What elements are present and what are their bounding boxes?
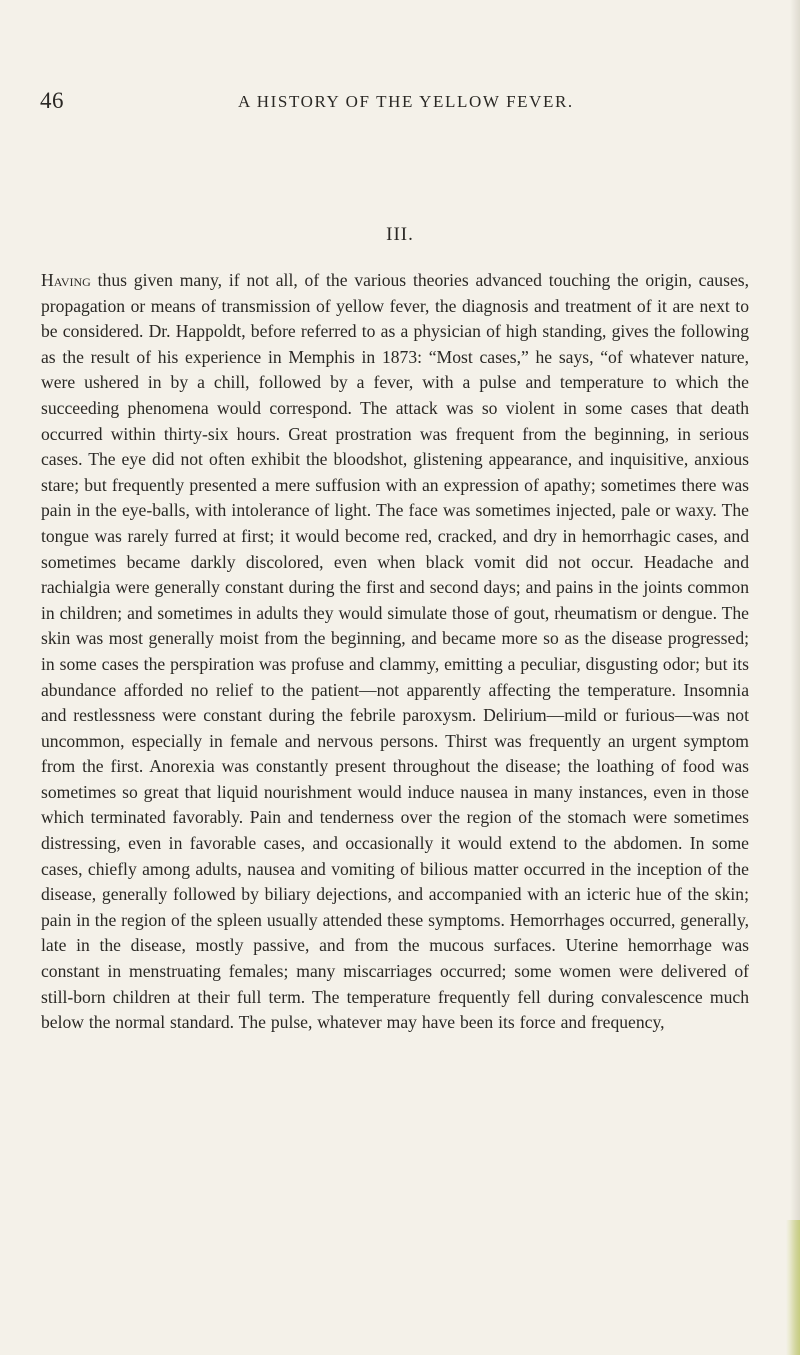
opening-word: Having [41, 270, 91, 290]
running-header [40, 88, 750, 118]
page-edge-shadow [790, 0, 800, 1355]
paragraph-text: thus given many, if not all, of the various theories advanced touching the origin, causes, propagation or means of transmission of yellow fever, the diagnosis and treatment of it are next to be considered. Dr. Happoldt, before referred to as a physician of high standing, gives the following as the result of his experience in Memphis in 1873: “Most cases,” he says, “of whatever nature, were ushered in by a chill, followed by a fever, with a pulse and temperature to which the succeeding phenomena would correspond. The attack was so violent in some cases that death occurred within thirty-six hours. Great prostration was frequent from the beginning, in serious cases. The eye did not often exhibit the bloodshot, glistening appearance, and inquisitive, anxious stare; but frequently presented a mere suffusion with an expression of apathy; sometimes there was pain in the eye-balls, with intolerance of light. The face was sometimes injected, pale or waxy. The tongue was rarely furred at first; it would become red, cracked, and dry in hemorrhagic cases, and sometimes became darkly discolored, even when black vomit did not occur. Headache and rachialgia were generally constant during the first and second days; and pains in the joints common in children; and sometimes in adults they would simulate those of gout, rheumatism or dengue. The skin was most generally moist from the beginning, and became more so as the disease progressed; in some cases the perspiration was profuse and clammy, emitting a peculiar, disgusting odor; but its abundance afforded no relief to the patient—not apparently affecting the temperature. Insomnia and restlessness were constant during the febrile paroxysm. Delirium—mild or furious—was not uncommon, especially in female and nervous persons. Thirst was frequently an urgent symptom from the first. Anorexia was constantly present throughout the disease; the loathing of food was sometimes so great that liquid nourishment would induce nausea in many instances, even in those which terminated favorably. Pain and tenderness over the region of the stomach were sometimes distressing, even in favorable cases, and occasionally it would extend to the abdomen. In some cases, chiefly among adults, nausea and vomiting of bilious matter occurred in the inception of the disease, generally followed by biliary dejections, and accompanied with an icteric hue of the skin; pain in the region of the spleen usually attended these symptoms. Hemorrhages occurred, generally, late in the disease, mostly passive, and from the mucous surfaces. Uterine hemorrhage was constant in menstruating females; many miscarriages occurred; some women were delivered of still-born children at their full term. The temperature frequently fell during convalescence much below the normal standard. The pulse, whatever may have been its force and frequency, [41, 270, 749, 1033]
section-heading: III. [386, 224, 414, 245]
body-text [41, 268, 749, 1036]
page-number: 46 [40, 88, 64, 113]
paragraph [41, 268, 749, 1036]
running-title: A HISTORY OF THE YELLOW FEVER. [238, 92, 574, 111]
page-edge-stain [786, 1220, 800, 1355]
